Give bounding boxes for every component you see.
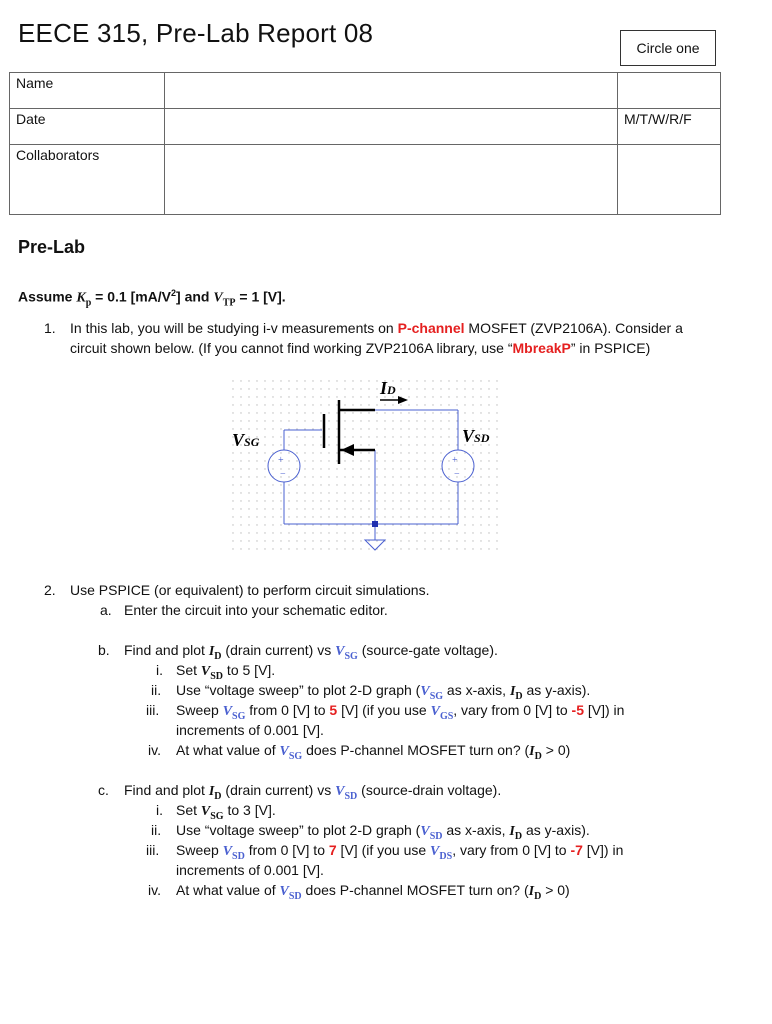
b-iv-id: I bbox=[529, 744, 535, 759]
c-iv-id-sub: D bbox=[534, 890, 542, 902]
c-iv-number: iv. bbox=[148, 882, 161, 898]
c-iii-t2: from 0 [V] to bbox=[244, 842, 329, 858]
circuit-schematic bbox=[200, 372, 510, 562]
c-ii-t2: as x-axis, bbox=[442, 822, 510, 838]
assumptions bbox=[18, 283, 286, 313]
b-ii-number: ii. bbox=[151, 682, 162, 698]
b-ii-vsg: V bbox=[420, 684, 430, 699]
item2c-number: c. bbox=[98, 782, 109, 798]
b-ii-t2: as x-axis, bbox=[443, 682, 510, 698]
c-iii-t1: Sweep bbox=[176, 842, 223, 858]
b-iii-vsg: V bbox=[222, 704, 233, 719]
c-iii-vsd: V bbox=[222, 844, 233, 859]
c-ii-vsd-sub: SD bbox=[429, 830, 443, 842]
c-vsd-sub: SD bbox=[344, 790, 358, 802]
b-text-2: (drain current) vs bbox=[221, 642, 336, 658]
c-iv-t3: > 0) bbox=[541, 882, 570, 898]
name-field[interactable] bbox=[165, 73, 618, 109]
c-iii-t5: [V]) in bbox=[582, 842, 624, 858]
kp-value: = 0.1 [mA/V bbox=[91, 288, 172, 305]
item2a-number: a. bbox=[100, 602, 112, 618]
kp-subscript: p bbox=[85, 297, 92, 309]
kp-superscript: 2 bbox=[171, 288, 177, 298]
b-iv-id-sub: D bbox=[534, 750, 542, 762]
item2-number: 2. bbox=[44, 582, 56, 598]
c-text-3: (source-drain voltage). bbox=[357, 782, 502, 798]
b-id-sub: D bbox=[214, 650, 222, 662]
b-i-vsd: V bbox=[200, 664, 211, 679]
vsg-symbol: V bbox=[232, 430, 245, 450]
c-iii-number: iii. bbox=[146, 842, 160, 858]
b-i-t1: Set bbox=[176, 662, 201, 678]
b-id-symbol: I bbox=[208, 644, 215, 659]
c-iv-id: I bbox=[528, 884, 535, 899]
c-i-vsg: V bbox=[200, 804, 211, 819]
b-iii-t4: , vary from 0 [V] to bbox=[453, 702, 572, 718]
vsd-plus: + bbox=[452, 455, 458, 466]
item1-line2 bbox=[70, 338, 650, 358]
c-iii-vds-sub: DS bbox=[439, 850, 453, 862]
item2-text: Use PSPICE (or equivalent) to perform circuit simulations. bbox=[70, 582, 430, 598]
vtp-subscript: TP bbox=[222, 297, 236, 309]
c-iii-max: 7 bbox=[328, 842, 337, 858]
c-iii-vsd-sub: SD bbox=[232, 850, 245, 862]
b-i-t2: to 5 [V]. bbox=[223, 662, 276, 678]
c-iv-vsd-sub: SD bbox=[288, 890, 302, 902]
c-i-vsg-sub: SG bbox=[210, 810, 224, 822]
vsd-symbol: V bbox=[462, 426, 475, 446]
b-iii-line2: increments of 0.001 [V]. bbox=[176, 722, 324, 738]
document-title: EECE 315, Pre-Lab Report 08 bbox=[18, 18, 374, 48]
b-iii-min: -5 bbox=[571, 702, 584, 718]
c-iv-text bbox=[176, 880, 570, 907]
collaborators-field[interactable] bbox=[165, 145, 618, 215]
b-ii-id-sub: D bbox=[515, 690, 523, 702]
vsd-minus: − bbox=[454, 469, 460, 480]
c-id-sub: D bbox=[214, 790, 222, 802]
b-iv-t1: At what value of bbox=[176, 742, 280, 758]
collaborators-extra-cell bbox=[618, 145, 721, 215]
id-symbol: I bbox=[380, 378, 388, 398]
item2a-text: Enter the circuit into your schematic editor. bbox=[124, 602, 388, 618]
item1-line1 bbox=[70, 318, 683, 338]
id-subscript: D bbox=[387, 383, 396, 397]
section-title: Pre-Lab bbox=[18, 237, 86, 257]
c-ii-number: ii. bbox=[151, 822, 162, 838]
circle-one-box: Circle one bbox=[620, 30, 716, 66]
c-vsd-symbol: V bbox=[335, 784, 345, 799]
b-iv-number: iv. bbox=[148, 742, 161, 758]
b-iii-vgs-sub: GS bbox=[439, 710, 454, 722]
b-i-number: i. bbox=[156, 662, 163, 678]
name-label: Name bbox=[10, 73, 165, 109]
b-text-3: (source-gate voltage). bbox=[357, 642, 498, 658]
c-iii-min: -7 bbox=[570, 842, 583, 858]
b-iii-t5: [V]) in bbox=[584, 702, 625, 718]
b-iv-vsg: V bbox=[279, 744, 289, 759]
vsd-subscript: SD bbox=[474, 431, 490, 445]
c-iii-vds: V bbox=[430, 844, 440, 859]
b-iv-t2: does P-channel MOSFET turn on? ( bbox=[302, 742, 530, 758]
days-options[interactable]: M/T/W/R/F bbox=[618, 109, 721, 145]
b-ii-t1: Use “voltage sweep” to plot 2-D graph ( bbox=[176, 682, 421, 698]
c-iii-t4: , vary from 0 [V] to bbox=[452, 842, 571, 858]
b-vsg-symbol: V bbox=[335, 644, 345, 659]
item2b-number: b. bbox=[98, 642, 110, 658]
p-channel-highlight: P-channel bbox=[397, 320, 465, 336]
b-iii-t3: [V] (if you use bbox=[337, 702, 431, 718]
date-field[interactable] bbox=[165, 109, 618, 145]
collaborators-label: Collaborators bbox=[10, 145, 165, 215]
mbreakp-highlight: MbreakP bbox=[512, 340, 571, 356]
assume-prefix: Assume bbox=[18, 288, 73, 305]
item1-text-b: MOSFET (ZVP2106A). Consider a bbox=[464, 320, 683, 336]
vsg-minus: − bbox=[280, 469, 286, 480]
vtp-symbol: V bbox=[213, 290, 223, 306]
name-extra-cell bbox=[618, 73, 721, 109]
vsg-plus: + bbox=[278, 455, 284, 466]
b-iii-number: iii. bbox=[146, 702, 160, 718]
b-iv-t3: > 0) bbox=[541, 742, 571, 758]
c-ii-t1: Use “voltage sweep” to plot 2-D graph ( bbox=[176, 822, 421, 838]
c-id-symbol: I bbox=[208, 784, 215, 799]
c-text-2: (drain current) vs bbox=[221, 782, 336, 798]
date-label: Date bbox=[10, 109, 165, 145]
c-ii-id: I bbox=[509, 824, 515, 839]
c-ii-t3: as y-axis). bbox=[522, 822, 590, 838]
c-text-1: Find and plot bbox=[124, 782, 209, 798]
item1-number: 1. bbox=[44, 320, 56, 336]
b-iii-vgs: V bbox=[430, 704, 440, 719]
vtp-value: = 1 [V]. bbox=[235, 288, 286, 305]
c-i-t1: Set bbox=[176, 802, 201, 818]
item1-text-d: ” in PSPICE) bbox=[570, 340, 651, 356]
info-table bbox=[9, 72, 721, 215]
c-i-number: i. bbox=[156, 802, 163, 818]
b-iii-t1: Sweep bbox=[176, 702, 223, 718]
b-ii-id: I bbox=[509, 684, 516, 699]
b-iv-vsg-sub: SG bbox=[288, 750, 303, 762]
vsg-subscript: SG bbox=[244, 435, 260, 449]
item1-text-c: circuit shown below. (If you cannot find working ZVP2106A library, use “ bbox=[70, 340, 513, 356]
c-iv-t1: At what value of bbox=[176, 882, 280, 898]
b-iv-text bbox=[176, 740, 570, 767]
b-ii-t3: as y-axis). bbox=[522, 682, 591, 698]
b-iii-t2: from 0 [V] to bbox=[245, 702, 330, 718]
ground-node bbox=[372, 521, 378, 527]
c-iv-vsd: V bbox=[279, 884, 289, 899]
b-vsg-sub: SG bbox=[344, 650, 358, 662]
item1-text-a: In this lab, you will be studying i-v measurements on bbox=[70, 320, 398, 336]
kp-symbol: K bbox=[76, 290, 86, 306]
c-iii-t3: [V] (if you use bbox=[336, 842, 431, 858]
c-iv-t2: does P-channel MOSFET turn on? ( bbox=[301, 882, 529, 898]
b-i-vsd-sub: SD bbox=[210, 670, 224, 682]
b-text-1: Find and plot bbox=[124, 642, 209, 658]
b-iii-max: 5 bbox=[329, 702, 338, 718]
c-i-t2: to 3 [V]. bbox=[223, 802, 276, 818]
b-iii-vsg-sub: SG bbox=[232, 710, 246, 722]
c-ii-vsd: V bbox=[420, 824, 430, 839]
b-ii-vsg-sub: SG bbox=[429, 690, 444, 702]
c-iii-line2: increments of 0.001 [V]. bbox=[176, 862, 324, 878]
c-ii-id-sub: D bbox=[514, 830, 523, 842]
kp-tail: ] and bbox=[176, 288, 214, 305]
